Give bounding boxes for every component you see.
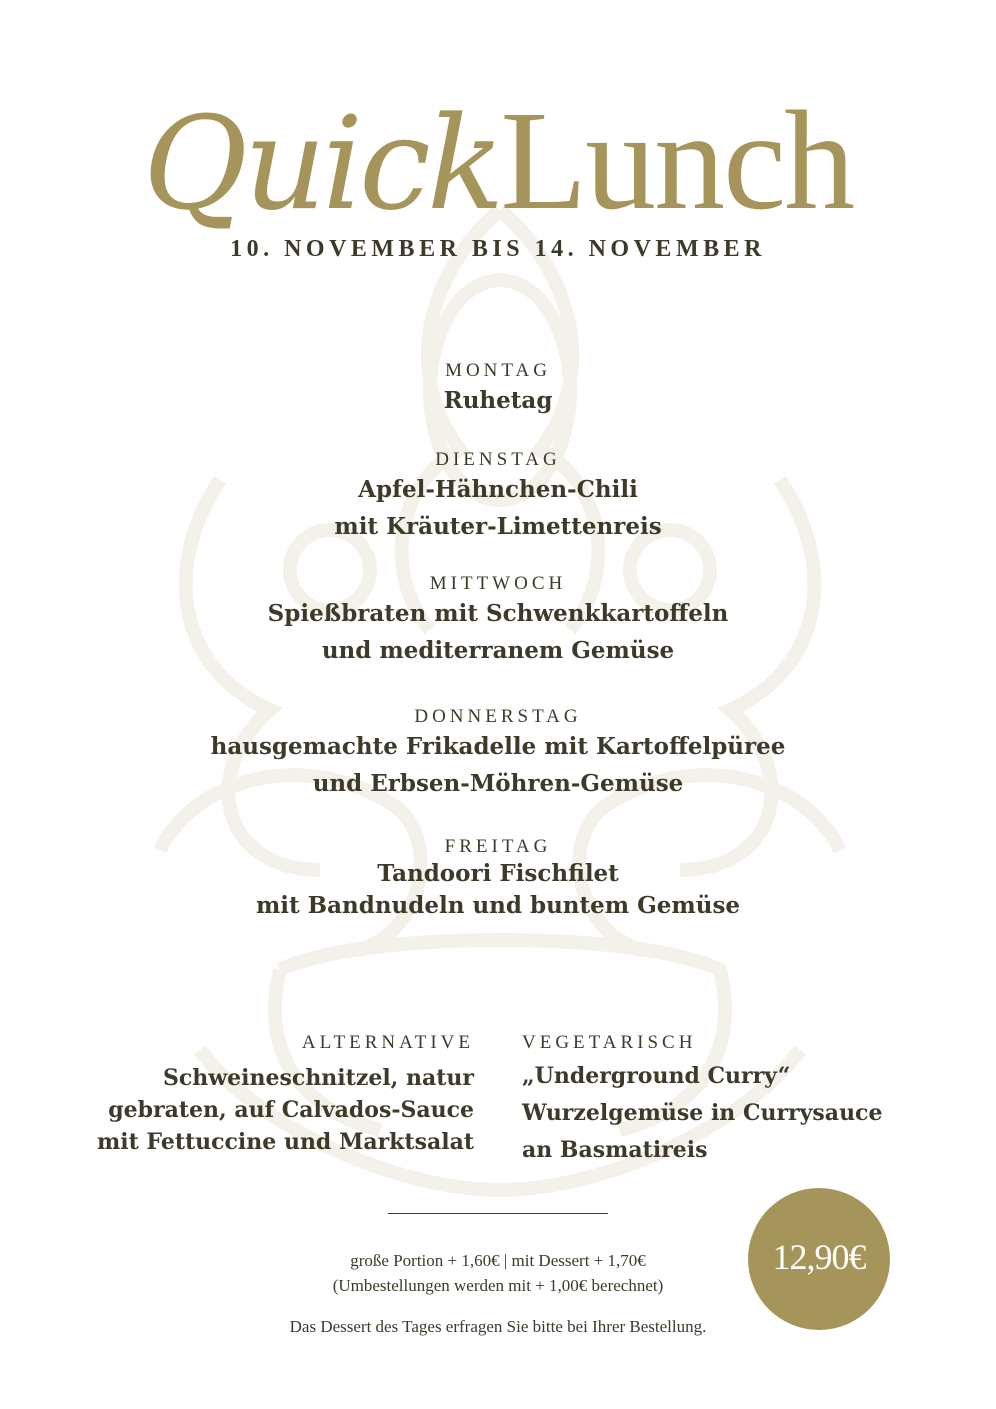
vegetarian-dish: „Underground Curry“ Wurzelgemüse in Currysauce an Basmatireis (522, 1063, 883, 1163)
day-dish: Spießbraten mit Schwenkkartoffeln und mediterranem Gemüse (267, 600, 729, 664)
alternative-section (74, 1032, 474, 1158)
alternative-dish: Schweineschnitzel, natur gebraten, auf Calvados-Sauce mit Fettuccine und Marktsalat (96, 1065, 474, 1155)
alternative-heading: ALTERNATIVE (301, 1032, 474, 1053)
day-name: FREITAG (444, 836, 552, 857)
footer-note: (Umbestellungen werden mit + 1,00€ berechnet) (332, 1276, 664, 1295)
price-label: 12,90€ (772, 1237, 866, 1277)
day-tuesday (0, 449, 996, 545)
day-monday (0, 360, 996, 419)
day-name: MONTAG (445, 360, 551, 381)
day-dish: Apfel-Hähnchen-Chili mit Kräuter-Limettenreis (334, 476, 662, 540)
menu-title (0, 78, 996, 242)
price-badge (748, 1188, 890, 1330)
vegetarian-section (522, 1032, 942, 1169)
vegetarian-heading: VEGETARISCH (522, 1032, 697, 1053)
day-name: DONNERSTAG (414, 706, 582, 727)
day-wednesday (0, 573, 996, 669)
day-dish: Ruhetag (443, 387, 553, 414)
day-name: MITTWOCH (429, 573, 567, 594)
title-lunch: Lunch (500, 81, 854, 239)
day-dish: Tandoori Fischfilet mit Bandnudeln und buntem Gemüse (255, 860, 741, 919)
day-friday (0, 836, 996, 922)
footer-surcharges: große Portion + 1,60€ | mit Dessert + 1,70€ (350, 1251, 646, 1270)
divider (388, 1213, 608, 1214)
day-name: DIENSTAG (435, 449, 561, 470)
day-dish: hausgemachte Frikadelle mit Kartoffelpüree und Erbsen-Möhren-Gemüse (210, 733, 786, 797)
title-quick: Quick (142, 90, 501, 239)
footer-dessert-info: Das Dessert des Tages erfragen Sie bitte bei Ihrer Bestellung. (289, 1317, 707, 1336)
date-range: 10. NOVEMBER BIS 14. NOVEMBER (230, 236, 766, 262)
day-thursday (0, 706, 996, 802)
